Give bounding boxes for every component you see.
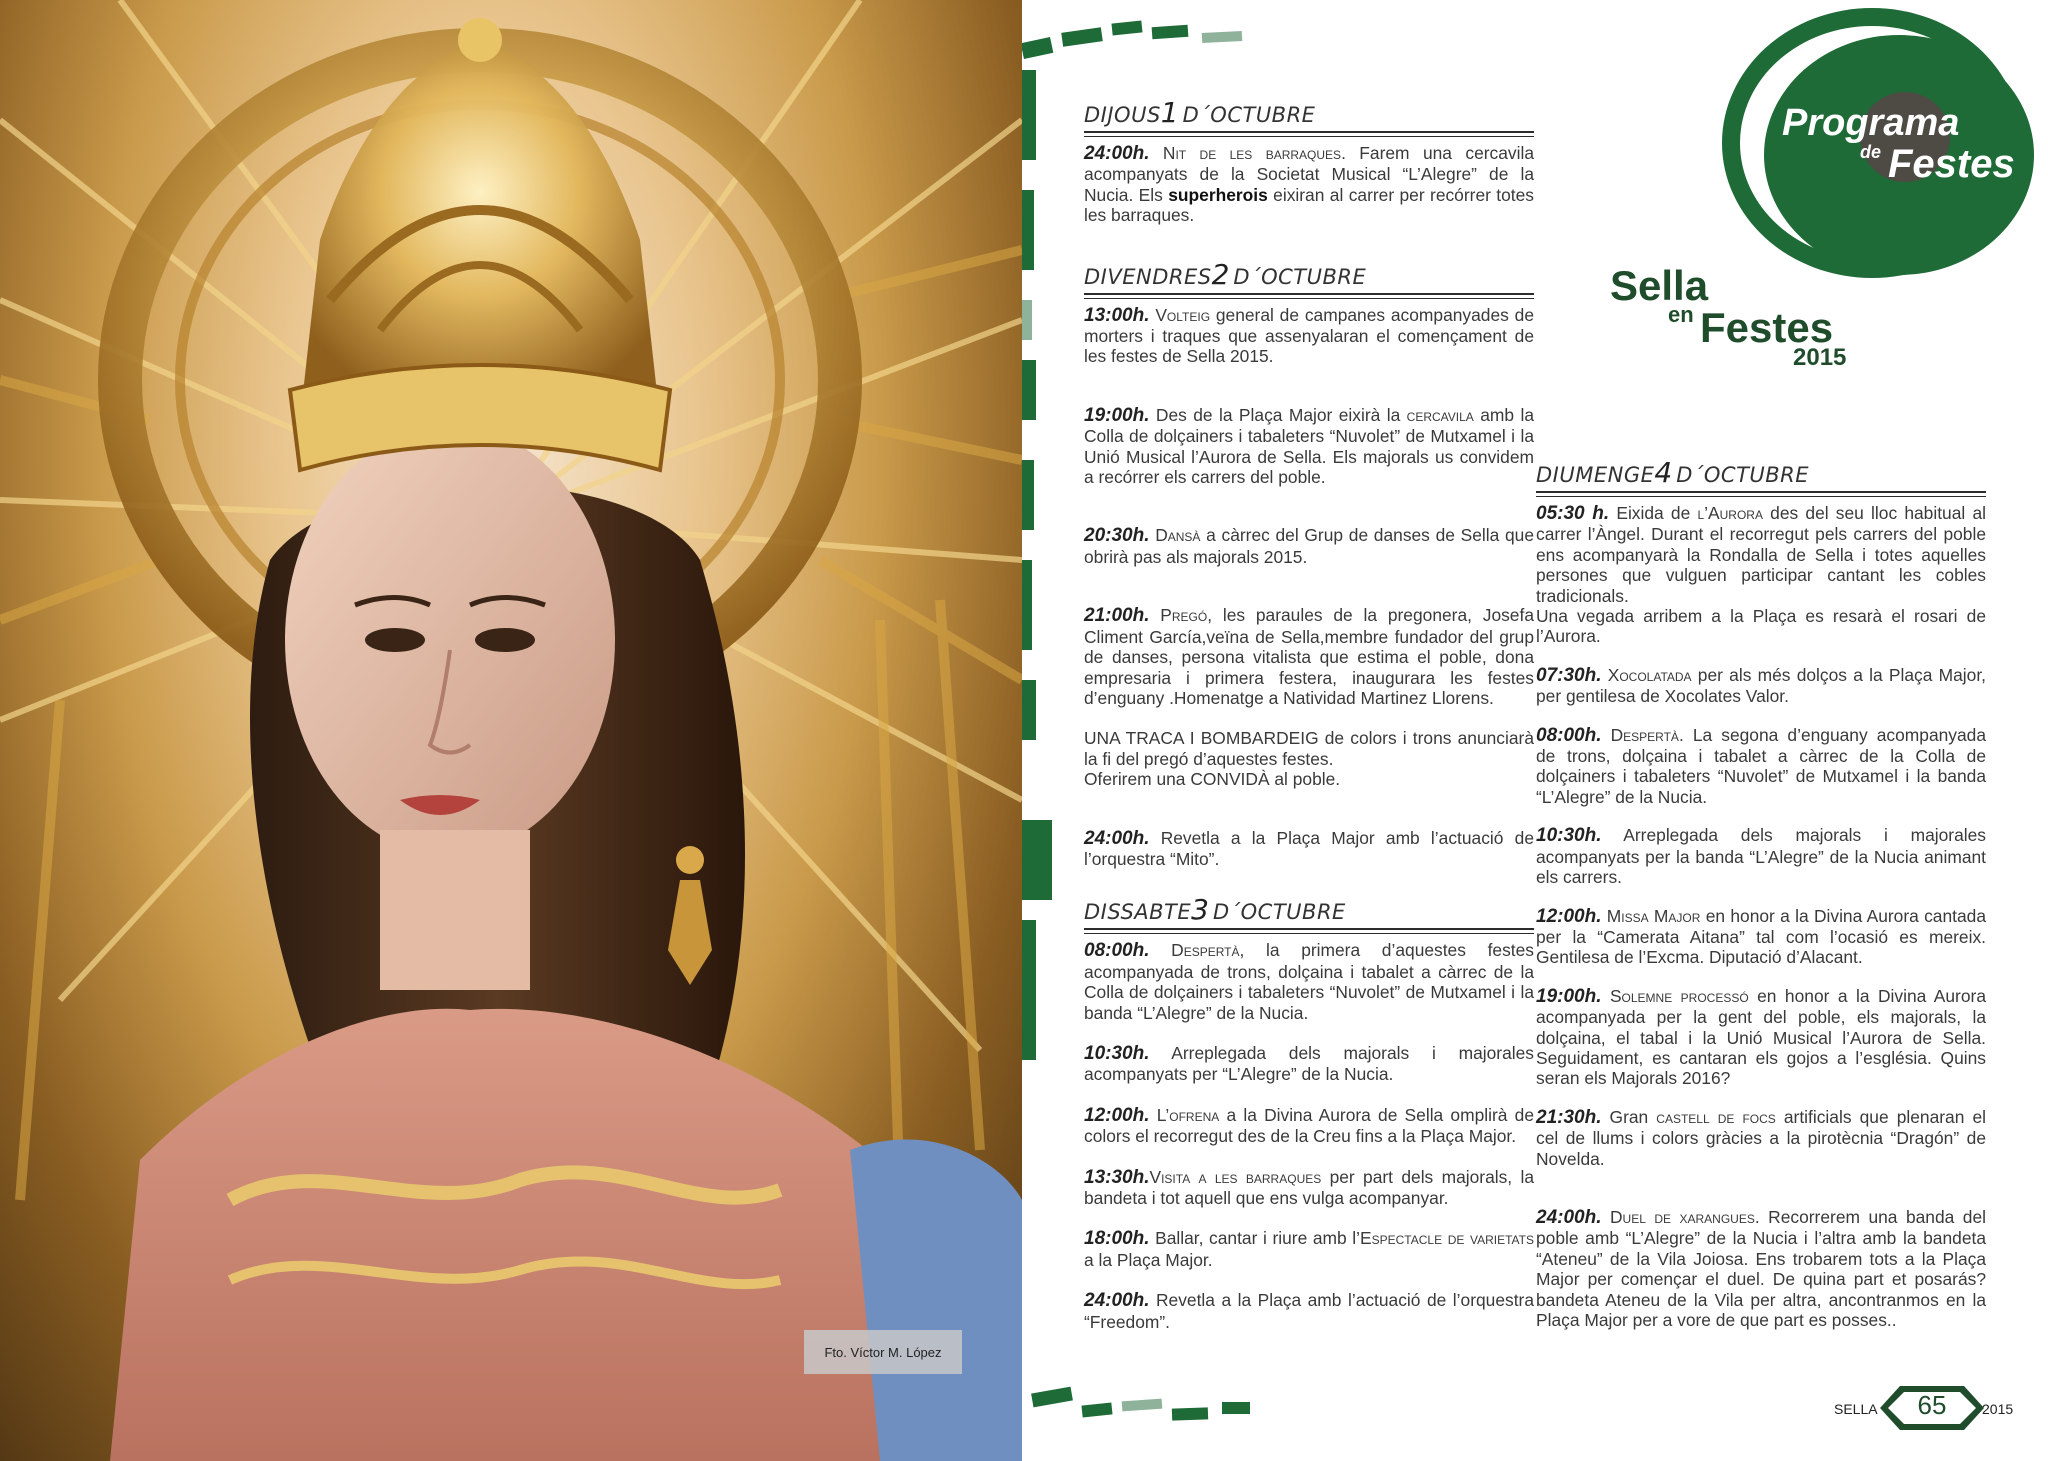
event-item: 05:30 h. Eixida de l’Aurora des del seu lloc habitual al carrer l’Àngel. Durant el recorregut pels carrers del poble ens acompanyarà la Rondalla de Sella i totes aquelles persones que vulguen participar cantant les cobles tradicionals. Una vegada arribem a la Plaça es resarà el rosari de l’Aurora. [1536,503,1986,647]
event-item: 10:30h. Arreplegada dels majorals i majorales acompanyats per la banda “L’Alegre” de la Nucia animant els carrers. [1536,825,1986,888]
event-item: 19:00h. Solemne processó en honor a la Divina Aurora acompanyada per la gent del poble, els majorals, la dolçaina, el tabal i la Unió Musical l’Aurora de Sella. Seguidament, es cantaran els gojos a l’església. Quins seran els Majorals 2016? [1536,985,1986,1089]
day-heading-1: DIJOUS1 D´OCTUBRE [1084,96,1534,133]
brand-word3: Festes [1700,304,1834,351]
event-item: 24:00h. Revetla a la Plaça Major amb l’actuació de l’orquestra “Mito”. [1084,827,1534,869]
event-item: 13:00h. Volteig general de campanes acompanyades de morters i traques que assenyalaran el començament de les festes de Sella 2015. [1084,304,1534,367]
event-item: 12:00h. L’ofrena a la Divina Aurora de Sella omplirà de colors el recorregut des de la Creu fins a la Plaça Major. [1084,1104,1534,1147]
event-item: 07:30h. Xocolatada per als més dolços a la Plaça Major, per gentilesa de Xocolates Valor. [1536,664,1986,707]
event-item: 20:30h. Dansà a càrrec del Grup de danses de Sella que obrirà pas als majorals 2015. [1084,525,1534,567]
footer-left-label: SELLA [1834,1401,1878,1417]
day-heading-4: DIUMENGE4 D´OCTUBRE [1536,456,1986,493]
event-item: 18:00h. Ballar, cantar i riure amb l’Espectacle de varietats a la Plaça Major. [1084,1228,1534,1270]
brand-word2: en [1668,302,1694,327]
page-number: 65 [1917,1390,1947,1420]
event-item: 12:00h. Missa Major en honor a la Divina Aurora cantada per la “Camerata Aitana” tal com l’ocasió es mereix. Gentilesa de l’Excma. Diputació d’Alacant. [1536,905,1986,968]
brand-word1: Sella [1610,262,1709,309]
brand-year: 2015 [1793,344,1847,371]
virgin-statue-photo [0,0,1022,1461]
event-item: 24:00h. Duel de xarangues. Recorrerem una banda del poble amb “L’Alegre” de la Nucia i l’altra amb la bandeta “Ateneu” de la Vila Joiosa. Ens trobarem tots a la Plaça Major per començar el duel. De quina part et posarás?bandeta Ateneu de la Vila per altra, ancontranmos en la Plaça Major per a vore de que part es posses.. [1536,1206,1986,1330]
program-page [1022,0,2048,1461]
footer-right-label: 2015 [1982,1401,2014,1417]
day-heading-3: DISSABTE3 D´OCTUBRE [1084,893,1534,930]
event-item: 24:00h. Revetla a la Plaça amb l’actuació de l’orquestra “Freedom”. [1084,1290,1534,1332]
event-item: 21:00h. Pregó, les paraules de la pregonera, Josefa Climent García,veïna de Sella,membre fundador del grup de danses, persona vitalista que estima el poble, dona empresaria i primera festera, inaugurara les festes d’enguany .Homenatge a Natividad Martinez Llorens. [1084,605,1534,708]
event-item: 08:00h. Despertà. La segona d’enguany acompanyada de trons, dolçaina i tabalet a càrrec de la Colla de dolçainers i tabaleters “Nuvolet” de Mutxamel i la banda “L’Alegre” de la Nucia. [1536,724,1986,807]
logo-line1: Programa [1782,102,1960,144]
column-left [1084,96,1534,1332]
logo-line2: de [1860,142,1882,162]
event-item: 21:30h. Gran castell de focs artificials que plenaran el cel de llums i colors gràcies a la pirotècnia “Dragón” de Novelda. [1536,1106,1986,1169]
column-right [1536,456,1986,1330]
logo-line3: Festes [1888,142,2015,186]
statue-illustration [0,0,1022,1461]
day-heading-2: DIVENDRES2 D´OCTUBRE [1084,258,1534,295]
event-item: 08:00h. Despertà, la primera d’aquestes festes acompanyada de trons, dolçaina i tabalet a càrrec de la Colla de dolçainers i tabaleters “Nuvolet” de Mutxamel i la banda “L’Alegre” de la Nucia. [1084,940,1534,1023]
event-item: 10:30h. Arreplegada dels majorals i majorales acompanyats per “L’Alegre” de la Nucia. [1084,1042,1534,1085]
event-item: 19:00h. Des de la Plaça Major eixirà la cercavila amb la Colla de dolçainers i tabaleters “Nuvolet” de Mutxamel i la Unió Musical l’Aurora de Sella. Els majorals us convidem a recórrer els carrers del poble. [1084,404,1535,488]
event-item: UNA TRACA I BOMBARDEIG de colors i trons anunciarà la fi del pregó d’aquestes festes. Oferirem una CONVIDÀ al poble. [1084,728,1534,790]
event-item: 13:30h.Visita a les barraques per part dels majorals, la bandeta i tot aquell que ens vulga acompanyar. [1084,1166,1535,1208]
event-item: 24:00h. Nit de les barraques. Farem una cercavila acompanyats de la Societat Musical “L’Alegre” de la Nucia. Els superherois eixiran al carrer per recórrer totes les barraques. [1084,143,1534,226]
photo-credit: Fto. Víctor M. López [804,1330,962,1374]
